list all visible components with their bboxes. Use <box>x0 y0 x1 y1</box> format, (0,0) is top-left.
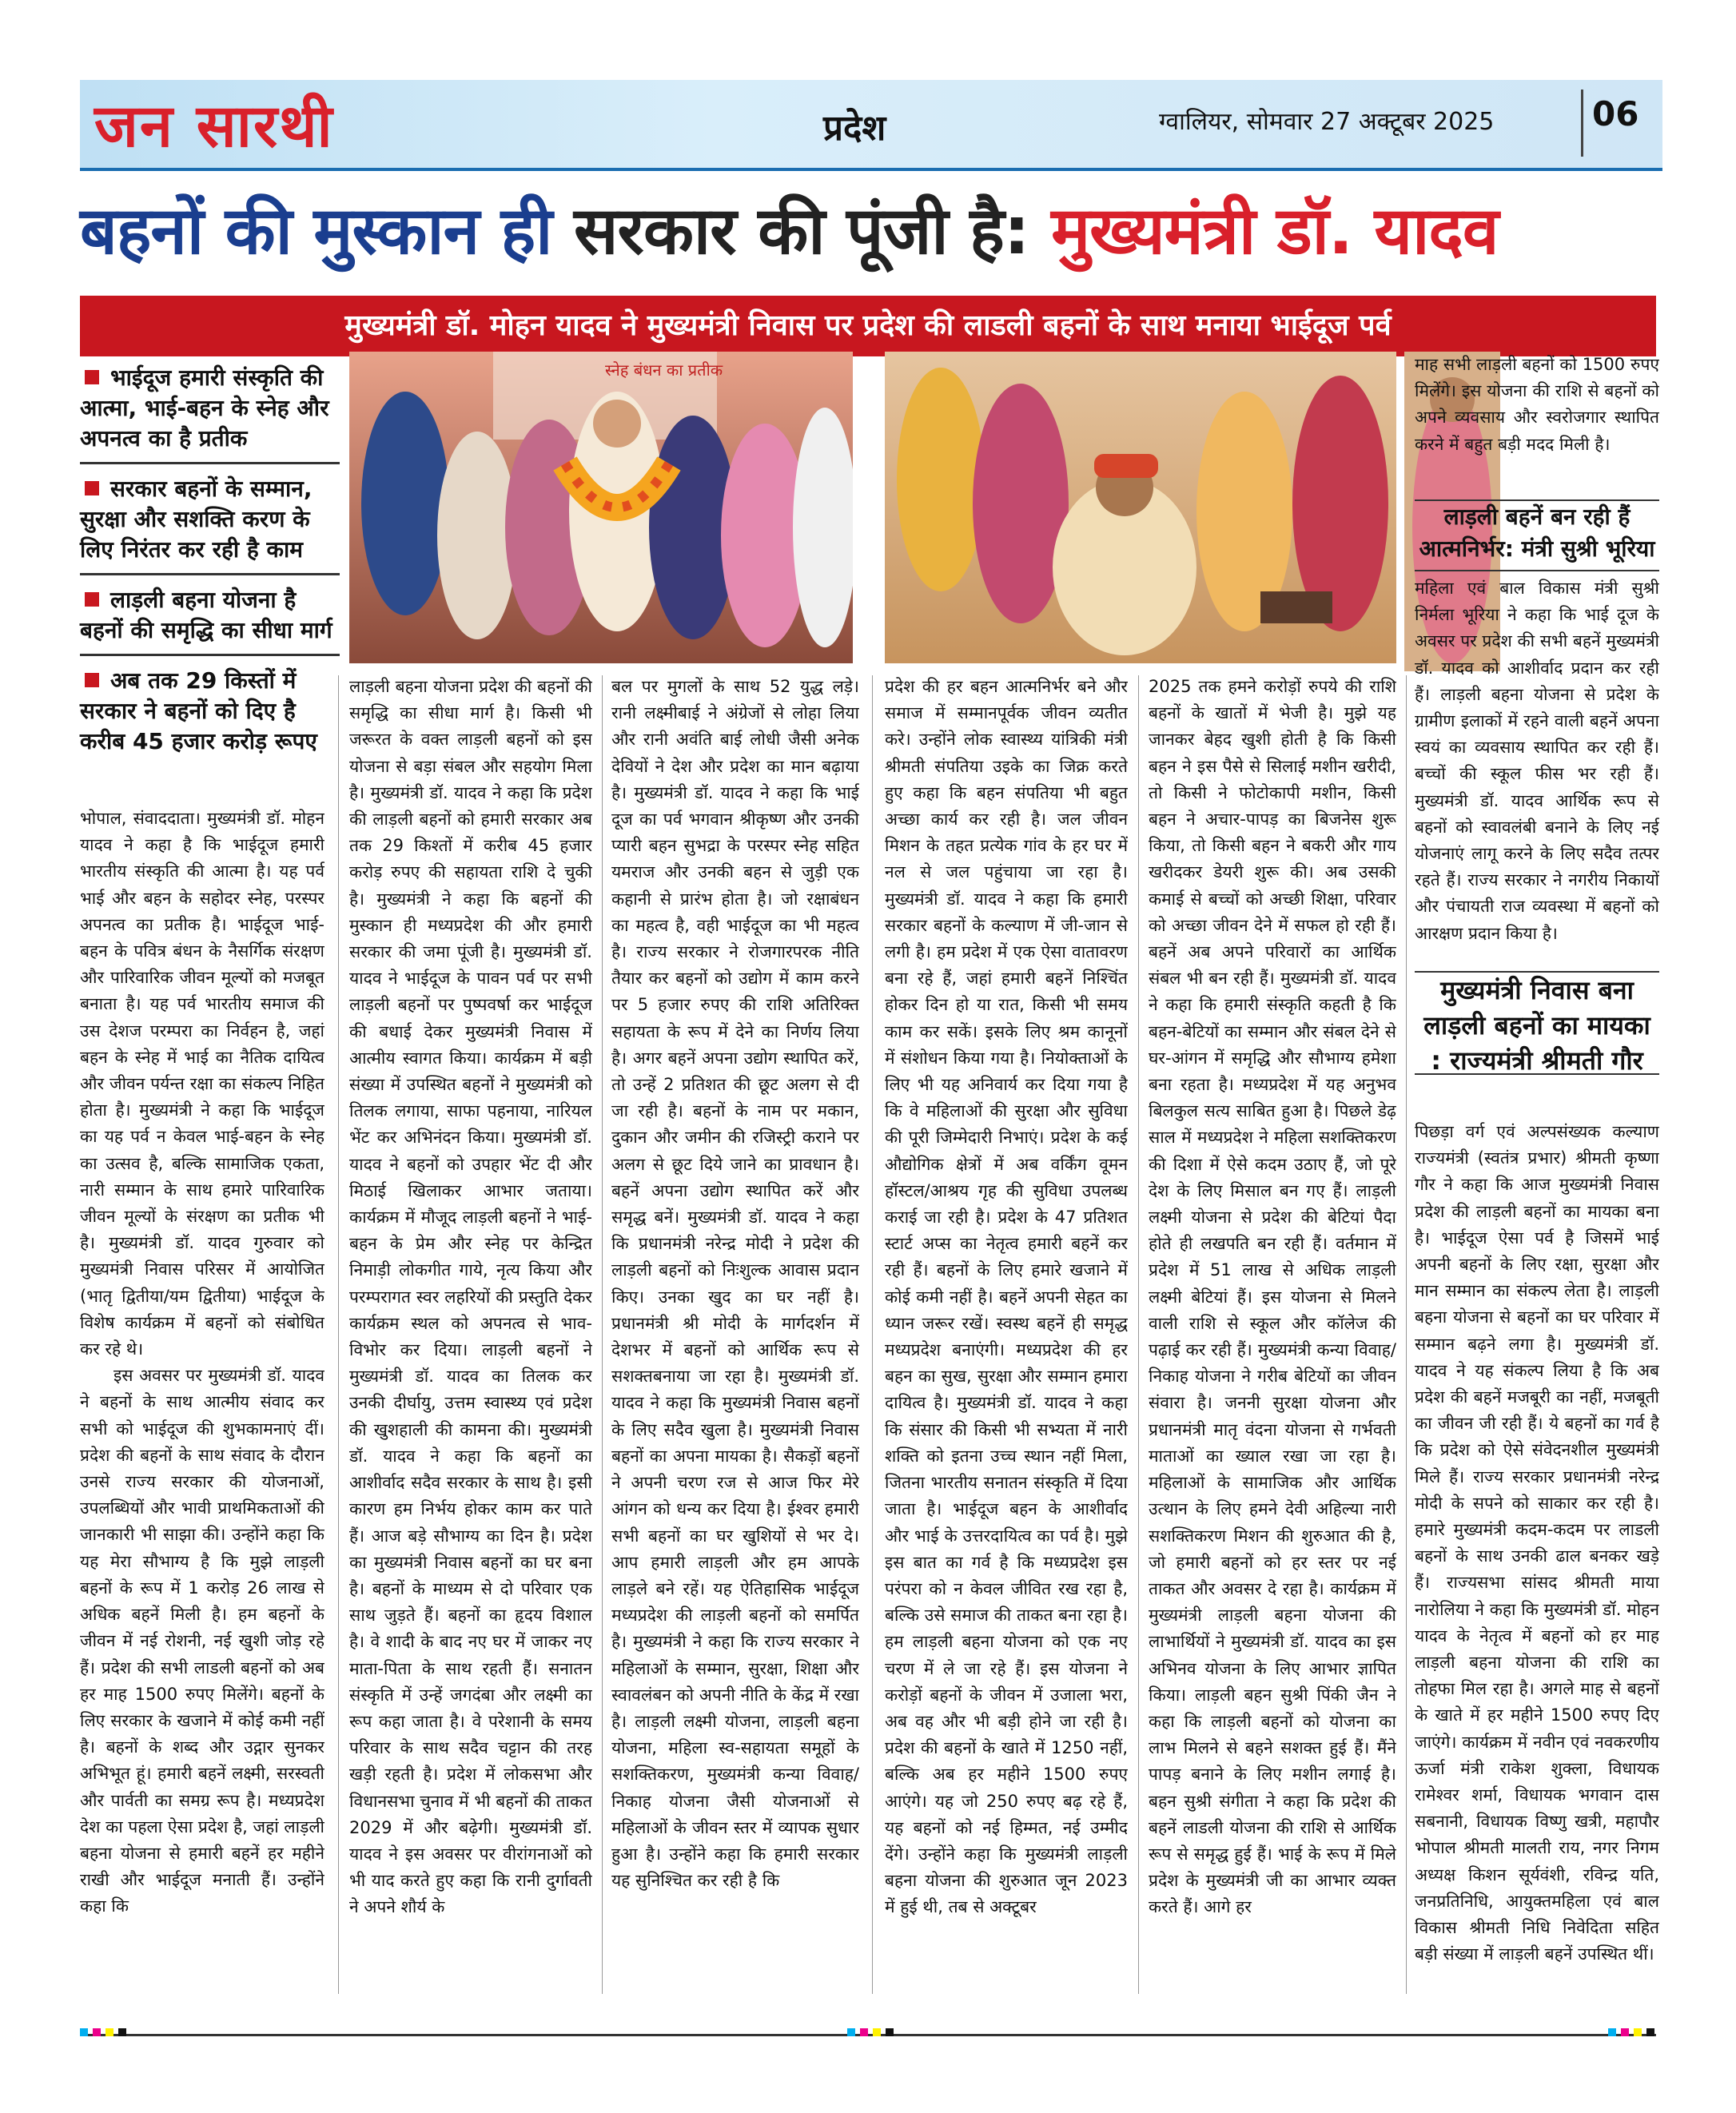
headline-part-1: बहनों की मुस्कान ही <box>80 193 552 269</box>
column-rule <box>338 675 339 1994</box>
column-rule <box>872 675 873 1994</box>
masthead-page-number: 06 <box>1592 94 1639 133</box>
masthead-underline <box>80 168 1662 171</box>
column-rule <box>1406 675 1407 1994</box>
bullet-square-icon <box>85 673 99 687</box>
column-paragraph: बल पर मुगलों के साथ 52 युद्ध लड़े। रानी लक्ष्मीबाई ने अंग्रेजों से लोहा लिया और रानी अवंति बाई लोधी जैसी अनेक देवियों ने देश और प्रदेश का मान बढ़ाया है। मुख्यमंत्री डॉ. यादव ने कहा कि भाई दूज का पर्व भगवान श्रीकृष्ण और उनकी प्यारी बहन सुभद्रा के परस्पर स्नेह सहित यमराज और उनकी बहन से जुड़ी एक कहानी से प्रारंभ होता है। जो रक्षाबंधन का महत्व है, वही भाईदूज का भी महत्व है। राज्य सरकार ने रोजगारपरक नीति तैयार कर बहनों को उद्योग में काम करने पर 5 हजार रुपए की राशि अतिरिक्त सहायता के रूप में देने का निर्णय लिया है। अगर बहनें अपना उद्योग स्थापित करें, तो उन्हें 2 प्रतिशत की छूट अलग से दी जा रही है। बहनों के नाम पर मकान, दुकान और जमीन की रजिस्ट्री कराने पर अलग से छूट दिये जाने का प्रावधान है। बहनें अपना उद्योग स्थापित करें और समृद्ध बनें। मुख्यमंत्री डॉ. यादव ने कहा कि प्रधानमंत्री नरेन्द्र मोदी ने प्रदेश की लाड़ली बहनों को निःशुल्क आवास प्रदान किए। उनका खुद का घर नहीं है। प्रधानमंत्री श्री मोदी के मार्गदर्शन में देशभर में बहनों को आर्थिक रूप से सशक्तबनाया जा रहा है। मुख्यमंत्री डॉ. यादव ने कहा कि मुख्यमंत्री निवास बहनों के लिए सदैव खुला है। मुख्यमंत्री निवास बहनों का अपना मायका है। सैकड़ों बहनों ने अपनी चरण रज से आज फिर मेरे आंगन को धन्य कर दिया है। ईश्वर हमारी सभी बहनों का घर खुशियों से भर दे। आप हमारी लाड़ली और हम आपके लाड़ले बने रहें। यह ऐतिहासिक भाईदूज मध्यप्रदेश की लाड़ली बहनों को समर्पित है। मुख्यमंत्री ने कहा कि राज्य सरकार ने महिलाओं के सम्मान, सुरक्षा, शिक्षा और स्वावलंबन को अपनी नीति के केंद्र में रखा है। लाड़ली लक्ष्मी योजना, लाड़ली बहना योजना, महिला स्व-सहायता समूहों के सशक्तिकरण, मुख्यमंत्री कन्या विवाह/निकाह योजना जैसी योजनाओं से महिलाओं के जीवन स्तर में व्यापक सुधार हुआ है। उन्होंने कहा कि हमारी सरकार यह सुनिश्चित कर रही है कि <box>611 677 859 1891</box>
registration-marks-right <box>1608 2028 1656 2041</box>
highlights-box <box>80 360 340 795</box>
article-column-3 <box>611 674 859 1992</box>
column-paragraph: महिला एवं बाल विकास मंत्री सुश्री निर्मला भूरिया ने कहा कि भाई दूज के अवसर पर प्रदेश की सभी बहनें मुख्यमंत्री डॉ. यादव को आशीर्वाद प्रदान कर रही हैं। लाड़ली बहना योजना से प्रदेश के ग्रामीण इलाकों में रहने वाली बहनें अपना स्वयं का व्यवसाय स्थापित कर रही हैं। बच्चों की स्कूल फीस भर रही हैं। मुख्यमंत्री डॉ. यादव आर्थिक रूप से बहनों को स्वावलंबी बनाने के लिए नई योजनाएं लागू करने के लिए सदैव तत्पर रहते हैं। राज्य सरकार ने नगरीय निकायों और पंचायती राज व्यवस्था में बहनों को आरक्षण प्रदान किया है। <box>1415 579 1659 943</box>
subhead-gaur: मुख्यमंत्री निवास बना लाड़ली बहनों का मायका : राज्यमंत्री श्रीमती गौर <box>1415 971 1659 1075</box>
highlight-text: भाईदूज हमारी संस्कृति की आत्मा, भाई-बहन के स्नेह और अपनत्व का है प्रतीक <box>80 364 329 452</box>
column-paragraph: प्रदेश की हर बहन आत्मनिर्भर बने और समाज में सम्मानपूर्वक जीवन व्यतीत करे। उन्होंने लोक स्वास्थ्य यांत्रिकी मंत्री श्रीमती संपतिया उइके का जिक्र करते हुए कहा कि बहन संपतिया भी बहुत अच्छा कार्य कर रही है। जल जीवन मिशन के तहत प्रत्येक गांव के हर घर में नल से जल पहुंचाया जा रहा है। मुख्यमंत्री डॉ. यादव ने कहा कि हमारी सरकार बहनों के कल्याण में जी-जान से लगी है। हम प्रदेश में एक ऐसा वातावरण बना रहे हैं, जहां हमारी बहनें निश्चिंत होकर दिन हो या रात, किसी भी समय काम कर सकें। इसके लिए श्रम कानूनों में संशोधन किया गया है। नियोक्ताओं के लिए भी यह अनिवार्य कर दिया गया है कि वे महिलाओं की सुरक्षा और सुविधा की पूरी जिम्मेदारी निभाएं। प्रदेश के कई औद्योगिक क्षेत्रों में अब वर्किंग वूमन हॉस्टल/आश्रय गृह की सुविधा उपलब्ध कराई जा रही है। प्रदेश के 47 प्रतिशत स्टार्ट अप्स का नेतृत्व हमारी बहनें कर रही हैं। बहनों के लिए हमारे खजाने में कोई कमी नहीं है। बहनें अपनी सेहत का ध्यान जरूर रखें। स्वस्थ बहनें ही समृद्ध मध्यप्रदेश बनाएंगी। मध्यप्रदेश की हर बहन का सुख, सुरक्षा और सम्मान हमारा दायित्व है। मुख्यमंत्री डॉ. यादव ने कहा कि संसार की किसी भी सभ्यता में नारी शक्ति को इतना उच्च स्थान नहीं मिला, जितना भारतीय सनातन संस्कृति में दिया जाता है। भाईदूज बहन के आशीर्वाद और भाई के उत्तरदायित्व का पर्व है। मुझे इस बात का गर्व है कि मध्यप्रदेश इस परंपरा को न केवल जीवित रख रहा है, बल्कि उसे समाज की ताकत बना रहा है। हम लाड़ली बहना योजना को एक नए चरण में ले जा रहे हैं। इस योजना ने करोड़ों बहनों के जीवन में उजाला भरा, अब वह और भी बड़ी होने जा रही है। प्रदेश की बहनों के खाते में 1250 नहीं, बल्कि अब हर महीने 1500 रुपए आएंगे। यह जो 250 रुपए बढ़ रहे हैं, यह बहनों को नई हिम्मत, नई उम्मीद देंगे। उन्होंने कहा कि मुख्यमंत्री लाड़ली बहना योजना की शुरुआत जून 2023 में हुई थी, तब से अक्टूबर <box>885 677 1128 1917</box>
column-paragraph: 2025 तक हमने करोड़ों रुपये की राशि बहनों के खातों में भेजी है। मुझे यह जानकर बेहद खुशी होती है कि किसी बहन ने इस पैसे से सिलाई मशीन खरीदी, तो किसी ने फोटोकापी मशीन, किसी बहन ने अचार-पापड़ का बिजनेस शुरू किया, तो किसी बहन ने बकरी और गाय खरीदकर डेयरी शुरू की। अब उसकी कमाई से बच्चों को अच्छी शिक्षा, परिवार को अच्छा जीवन देने में सफल हो रही हैं। बहनें अब अपने परिवारों का आर्थिक संबल भी बन रही हैं। मुख्यमंत्री डॉ. यादव ने कहा कि हमारी संस्कृति कहती है कि बहन-बेटियों का सम्मान और संबल देने से घर-आंगन में समृद्धि और सौभाग्य हमेशा बना रहता है। मध्यप्रदेश में यह अनुभव बिलकुल सत्य साबित हुआ है। पिछले डेढ़ साल में मध्यप्रदेश ने महिला सशक्तिकरण की दिशा में ऐसे कदम उठाए हैं, जो पूरे देश के लिए मिसाल बन गए हैं। लाड़ली लक्ष्मी योजना से प्रदेश की बेटियां पैदा होते ही लखपति बन रही हैं। वर्तमान में प्रदेश में 51 लाख से अधिक लाड़ली लक्ष्मी बेटियां हैं। इस योजना से मिलने वाली राशि से स्कूल और कॉलेज की पढ़ाई कर रही हैं। मुख्यमंत्री कन्या विवाह/निकाह योजना ने गरीब बेटियों का जीवन संवारा है। जननी सुरक्षा योजना और प्रधानमंत्री मातृ वंदना योजना से गर्भवती माताओं का ख्याल रखा जा रहा है। महिलाओं के सामाजिक और आर्थिक उत्थान के लिए हमने देवी अहिल्या नारी सशक्तिकरण मिशन की शुरुआत की है, जो हमारी बहनों को हर स्तर पर नई ताकत और अवसर दे रहा है। कार्यक्रम में मुख्यमंत्री लाड़ली बहना योजना की लाभार्थियों ने मुख्यमंत्री डॉ. यादव का इस अभिनव योजना के लिए आभार ज्ञापित किया। लाड़ली बहन सुश्री पिंकी जैन ने कहा कि लाड़ली बहनों को योजना का लाभ मिलने से बहने सशक्त हुई हैं। मैंने पापड़ बनाने के लिए मशीन लगाई है। बहन सुश्री संगीता ने कहा कि प्रदेश की बहनें लाडली योजना की राशि से आर्थिक रूप से समृद्ध हुई हैं। भाई के रूप में मिले प्रदेश के मुख्यमंत्री जी का आभार व्यक्त करते हैं। आगे हर <box>1149 677 1396 1917</box>
article-column-5 <box>1149 674 1396 1992</box>
column-rule <box>602 675 603 1994</box>
column-rule <box>1138 675 1139 1994</box>
column-paragraph: माह सभी लाड़ली बहनों को 1500 रुपए मिलेंगे। इस योजना की राशि से बहनों को अपने व्यवसाय और स्वरोजगार स्थापित करने में बहुत बड़ी मदद मिली है। <box>1415 355 1659 454</box>
bullet-square-icon <box>85 370 99 384</box>
article-column-1 <box>80 806 325 1995</box>
photo-banner-text: स्नेह बंधन का प्रतीक <box>605 360 723 380</box>
highlight-text: लाड़ली बहना योजना है बहनों की समृद्धि का सीधा मार्ग <box>80 587 332 643</box>
photo-cm-tilak <box>885 352 1396 663</box>
headline-part-2: सरकार की पूंजी है: <box>551 193 1029 269</box>
highlight-item <box>80 471 340 575</box>
highlight-item <box>80 582 340 656</box>
article-column-6-top <box>1415 352 1659 495</box>
masthead-brand: जन सारथी <box>94 92 334 161</box>
column-paragraph: लाड़ली बहना योजना प्रदेश की बहनों की समृद्धि का सीधा मार्ग है। किसी भी जरूरत के वक्त लाड़ली बहनों को इस योजना से बड़ा संबल और सहयोग मिला है। मुख्यमंत्री डॉ. यादव ने कहा कि प्रदेश की लाड़ली बहनों को हमारी सरकार अब तक 29 किश्तों में करीब 45 हजार करोड़ रुपए की सहायता राशि दे चुकी है। मुख्यमंत्री ने कहा कि बहनों की मुस्कान ही मध्यप्रदेश की और हमारी सरकार की जमा पूंजी है। मुख्यमंत्री डॉ. यादव ने भाईदूज के पावन पर्व पर सभी लाड़ली बहनों पर पुष्पवर्षा कर भाईदूज की बधाई देकर मुख्यमंत्री निवास में आत्मीय स्वागत किया। कार्यक्रम में बड़ी संख्या में उपस्थित बहनों ने मुख्यमंत्री को तिलक लगाया, साफा पहनाया, नारियल भेंट कर अभिनंदन किया। मुख्यमंत्री डॉ. यादव ने बहनों को उपहार भेंट दी और मिठाई खिलाकर आभार जताया। कार्यक्रम में मौजूद लाड़ली बहनों ने भाई-बहन के प्रेम और स्नेह पर केन्द्रित निमाड़ी लोकगीत गाये, नृत्य किया और परम्परागत स्वर लहरियों की प्रस्तुति देकर कार्यक्रम स्थल को अपनत्व से भाव-विभोर कर दिया। लाड़ली बहनों ने मुख्यमंत्री डॉ. यादव का तिलक कर उनकी दीर्घायु, उत्तम स्वास्थ्य एवं प्रदेश की खुशहाली की कामना की। मुख्यमंत्री डॉ. यादव ने कहा कि बहनों का आशीर्वाद सदैव सरकार के साथ है। इसी कारण हम निर्भय होकर काम कर पाते हैं। आज बड़े सौभाग्य का दिन है। प्रदेश का मुख्यमंत्री निवास बहनों का घर बना है। बहनों के माध्यम से दो परिवार एक साथ जुड़ते हैं। बहनों का हृदय विशाल है। वे शादी के बाद नए घर में जाकर नए माता-पिता के साथ रहती हैं। सनातन संस्कृति में उन्हें जगदंबा और लक्ष्मी का रूप कहा जाता है। वे परेशानी के समय परिवार के साथ सदैव चट्टान की तरह खड़ी रहती है। प्रदेश में लोकसभा और विधानसभा चुनाव में भी बहनों की ताकत 2029 में और बढ़ेगी। मुख्यमंत्री डॉ. यादव ने इस अवसर पर वीरांगनाओं को भी याद करते हुए कहा कि रानी दुर्गावती ने अपने शौर्य के <box>349 677 592 1917</box>
column-paragraph: इस अवसर पर मुख्यमंत्री डॉ. यादव ने बहनों के साथ आत्मीय संवाद कर सभी को भाईदूज की शुभकामनाएं दीं। प्रदेश की बहनों के साथ संवाद के दौरान उनसे राज्य सरकार की योजनाओं, उपलब्धियों और भावी प्राथमिकताओं की जानकारी भी साझा की। उन्होंने कहा कि यह मेरा सौभाग्य है कि मुझे लाड़ली बहनों के रूप में 1 करोड़ 26 लाख से अधिक बहनें मिली है। हम बहनों के जीवन में नई रोशनी, नई खुशी जोड़ रहे हैं। प्रदेश की सभी लाडली बहनों को अब हर माह 1500 रुपए मिलेंगे। बहनों के लिए सरकार के खजाने में कोई कमी नहीं है। बहनों के शब्द और उद्गार सुनकर अभिभूत हूं। हमारी बहनें लक्ष्मी, सरस्वती और पार्वती का समग्र रूप है। मध्यप्रदेश देश का पहला ऐसा प्रदेश है, जहां लाड़ली बहना योजना से हमारी बहनें हर महीने राखी और भाईदूज मनाती हैं। उन्होंने कहा कि <box>80 1366 325 1916</box>
column-paragraph: भोपाल, संवाददाता। मुख्यमंत्री डॉ. मोहन यादव ने कहा है कि भाईदूज हमारी भारतीय संस्कृति की आत्मा है। यह पर्व भाई और बहन के सहोदर स्नेह, परस्पर अपनत्व का प्रतीक है। भाईदूज भाई-बहन के पवित्र बंधन के नैसर्गिक संरक्षण और पारिवारिक जीवन मूल्यों को मजबूत बनाता है। यह पर्व भारतीय समाज की उस देशज परम्परा का निर्वहन है, जहां बहन के स्नेह में भाई का नैतिक दायित्व और जीवन पर्यन्त रक्षा का संकल्प निहित होता है। मुख्यमंत्री ने कहा कि भाईदूज का यह पर्व न केवल भाई-बहन के स्नेह का उत्सव है, बल्कि सामाजिक एकता, नारी सम्मान के साथ हमारे पारिवारिक जीवन मूल्यों के संरक्षण का प्रतीक भी है। मुख्यमंत्री डॉ. यादव गुरुवार को मुख्यमंत्री निवास परिसर में आयोजित (भातृ द्वितीया/यम द्वितीया) भाईदूज के विशेष कार्यक्रम में बहनों को संबोधित कर रहे थे। <box>80 809 325 1359</box>
highlight-text: सरकार बहनों के सम्मान, सुरक्षा और सशक्ति करण के लिए निरंतर कर रही है काम <box>80 476 313 563</box>
photo-cm-garland-graphic <box>349 352 853 663</box>
highlight-item <box>80 360 340 464</box>
article-column-6-bottom <box>1415 1119 1659 1998</box>
highlight-item <box>80 663 340 765</box>
article-column-2 <box>349 674 592 1992</box>
article-column-4 <box>885 674 1128 1992</box>
article-column-6-middle <box>1415 575 1659 1039</box>
bullet-square-icon <box>85 592 99 607</box>
registration-marks-center <box>847 2028 895 2041</box>
main-headline <box>80 184 1656 296</box>
sub-headline-bar: मुख्यमंत्री डॉ. मोहन यादव ने मुख्यमंत्री निवास पर प्रदेश की लाडली बहनों के साथ मनाया भाईदूज पर्व <box>80 296 1656 356</box>
masthead-divider <box>1581 90 1583 157</box>
registration-marks-left <box>80 2028 128 2041</box>
photo-cm-tilak-graphic <box>885 352 1396 663</box>
column-paragraph: पिछड़ा वर्ग एवं अल्पसंख्यक कल्याण राज्यमंत्री (स्वतंत्र प्रभार) श्रीमती कृष्णा गौर ने कहा कि आज मुख्यमंत्री निवास प्रदेश की लाड़ली बहनों का मायका बना है। भाईदूज ऐसा पर्व है जिसमें भाई अपनी बहनों के लिए रक्षा, सुरक्षा और मान सम्मान का संकल्प लेता है। लाड़ली बहना योजना से बहनों का घर परिवार में सम्मान बढ़ने लगा है। मुख्यमंत्री डॉ. यादव ने यह संकल्प लिया है कि अब प्रदेश की बहनें मजबूरी का नहीं, मजबूती का जीवन जी रही हैं। ये बहनों का गर्व है कि प्रदेश को ऐसे संवेदनशील मुख्यमंत्री मिले हैं। राज्य सरकार प्रधानमंत्री नरेन्द्र मोदी के सपने को साकार कर रही है। हमारे मुख्यमंत्री कदम-कदम पर लाडली बहनों के साथ उनकी ढाल बनकर खड़े हैं। राज्यसभा सांसद श्रीमती माया नारोलिया ने कहा कि मुख्यमंत्री डॉ. मोहन यादव के नेतृत्व में बहनों को हर माह लाड़ली बहना योजना की राशि का तोहफा मिल रहा है। अगले माह से बहनों के खाते में हर महीने 1500 रुपए दिए जाएंगे। कार्यक्रम में नवीन एवं नवकरणीय ऊर्जा मंत्री राकेश शुक्ला, विधायक रामेश्वर शर्मा, विधायक भगवान दास सबनानी, विधायक विष्णु खत्री, महापौर भोपाल श्रीमती मालती राय, नगर निगम अध्यक्ष किशन सूर्यवंशी, रविन्द्र यति, जनप्रतिनिधि, आयुक्तमहिला एवं बाल विकास श्रीमती निधि निवेदिता सहित बड़ी संख्या में लाड़ली बहनें उपस्थित थीं। <box>1415 1122 1659 1964</box>
photo-cm-garland <box>349 352 853 663</box>
highlight-text: अब तक 29 किस्तों में सरकार ने बहनों को दिए है करीब 45 हजार करोड़ रूपए <box>80 667 317 754</box>
bullet-square-icon <box>85 481 99 495</box>
masthead-section: प्रदेश <box>823 108 886 149</box>
masthead-dateline: ग्वालियर, सोमवार 27 अक्टूबर 2025 <box>1159 108 1495 136</box>
headline-part-3: मुख्यमंत्री डॉ. यादव <box>1029 193 1499 269</box>
subhead-bhuriya: लाड़ली बहनें बन रही हैं आत्मनिर्भर: मंत्री सुश्री भूरिया <box>1415 499 1659 571</box>
